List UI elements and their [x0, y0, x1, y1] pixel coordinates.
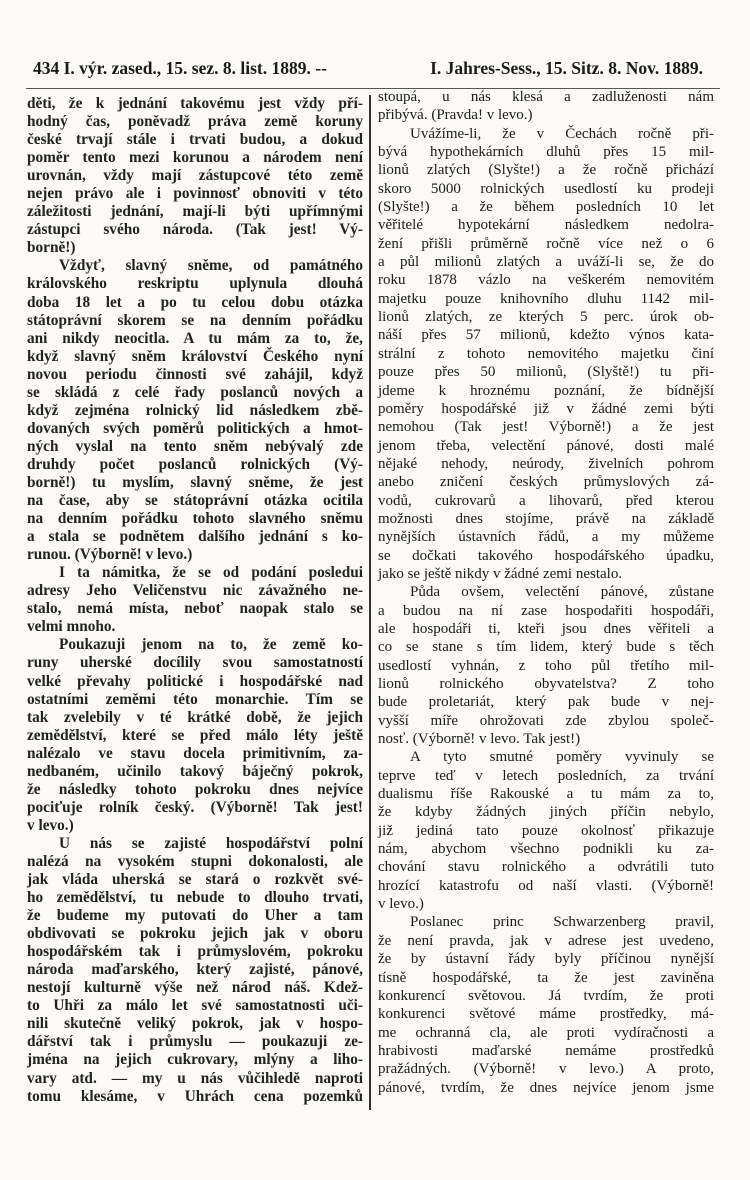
text-line — [27, 384, 363, 402]
text-line — [27, 636, 363, 654]
text-line — [378, 950, 714, 968]
text-line — [27, 528, 363, 546]
text-line-content: nějaké nehody, neúrody, živelních pohrom — [378, 455, 714, 472]
text-line-content: že kdyby žádných jiných příčin nebylo, — [378, 804, 714, 821]
text-line-content: české trvají stále i trvati budou, a dokud — [27, 131, 363, 149]
text-line — [27, 979, 363, 997]
text-line-content: doba 18 let a po tu celou dobu otázka — [27, 293, 363, 311]
text-line-content: zemědělství, které se před málo léty ještě — [27, 726, 363, 744]
text-line-content: státoprávní skorem se na denním pořádku — [27, 311, 363, 329]
text-line — [378, 547, 714, 565]
text-line-content: dovaných svých poměrů politických a hmot- — [27, 419, 363, 437]
text-line — [378, 877, 714, 895]
text-line — [378, 271, 714, 289]
text-line — [378, 400, 714, 418]
text-line — [378, 345, 714, 363]
text-line-content: nili skutečně veliký pokrok, jak v hospo- — [27, 1015, 363, 1033]
text-line — [27, 239, 363, 257]
text-line-content: majetku pouze knihovního dluhu 1142 mil- — [378, 290, 714, 307]
text-line — [27, 835, 363, 853]
text-line-content: nalézalo ve stavu docela primitivním, za- — [27, 744, 363, 762]
text-line — [27, 275, 363, 293]
text-line-content: vyšší míře ohrožovati zde zbylou společ- — [378, 712, 714, 729]
text-line-content: Vždyť, slavný sněme, od památného — [59, 257, 363, 275]
text-line-content: pánové, tvrdím, že dnes nejvíce jenom jsme — [378, 1079, 714, 1096]
text-line-content: dualismu říše Rakouské a tu mám za to, — [378, 786, 714, 803]
text-line-content: nestojí kulturně výše než národ náš. Kdež- — [27, 979, 363, 997]
text-line-content: Uvážíme-li, že v Čechách ročně při- — [410, 125, 714, 142]
text-line — [27, 474, 363, 492]
text-line-content: hrozící katastrofu od naší vlasti. (Výborně! — [378, 877, 714, 894]
text-line-content: chování stavu rolnického a odvrátili tuto — [378, 859, 714, 876]
text-line — [27, 546, 363, 564]
text-line — [378, 913, 714, 931]
text-line-content: jako se ještě nikdy v žádné zemi nestalo. — [378, 565, 623, 582]
text-line-content: děti, že k jednání takovému jest vždy pří- — [27, 95, 363, 112]
text-line — [378, 143, 714, 161]
text-line-content: pražádných. (Výborně! v levo.) A proto, — [378, 1061, 714, 1078]
text-line — [378, 822, 714, 840]
text-line — [27, 799, 363, 817]
text-line — [27, 582, 363, 600]
text-line — [378, 510, 714, 528]
text-line — [27, 203, 363, 221]
text-line — [378, 638, 714, 656]
text-line — [378, 620, 714, 638]
text-line-content: že není pravda, jak v adrese jest uvedeno, — [378, 932, 714, 949]
text-line-content: se skládá z celé řady poslanců nových a — [27, 383, 363, 401]
text-line-content: U nás se zajisté hospodářství polní — [59, 834, 363, 852]
text-line-content: druhdy počet poslanců rolnických (Vý- — [27, 455, 363, 473]
text-line-content: lionů rolnického obyvatelstva? Z toho — [378, 676, 714, 692]
text-line-content: a půl milionů zlatých a uváží-li se, že do — [378, 254, 714, 271]
text-line — [27, 348, 363, 366]
text-line-content: konkurenci světové máme prostředky, má- — [378, 1006, 714, 1023]
text-line — [378, 730, 714, 748]
text-line-content: v levo.) — [27, 816, 74, 834]
text-line-content: stalo, nemá místa, neboť naopak stalo se — [27, 600, 363, 618]
text-line — [27, 961, 363, 979]
text-line-content: I ta námitka, že se od podání posledui — [59, 564, 363, 582]
text-line-content: bude proletariát, který pak bude v nej- — [378, 694, 714, 711]
text-line-content: ani nikdy neocitla. A tu mám za to, že, — [27, 329, 363, 347]
text-line-content: na denním pořádku tohoto slavného sněmu — [27, 510, 363, 528]
text-line-content: co se stane s tím lidem, který bude s těch — [378, 639, 714, 656]
text-line-content: když slavný sněm království Českého nyní — [27, 347, 363, 365]
text-line — [378, 253, 714, 271]
text-line-content: Poukazuji jenom na to, že země ko- — [59, 636, 363, 654]
text-line — [378, 803, 714, 821]
text-line-content: nynějších ústavních řádů, a my můžeme — [378, 529, 714, 546]
text-line-content: že by ústavní řády byly příčinou nynější — [378, 951, 714, 968]
text-line-content: Půda ovšem, velectění pánové, zůstane — [410, 584, 714, 601]
text-line-content: vodů, cukrovarů a lihovarů, před kterou — [378, 492, 714, 509]
text-line — [27, 1015, 363, 1033]
text-line-content: ných vyslal na tento sněm nebývalý zde — [27, 437, 363, 455]
text-line-content: nám, abychom všechno podnikli ku za- — [378, 841, 714, 858]
text-line — [27, 185, 363, 203]
text-line — [378, 767, 714, 785]
text-line — [27, 167, 363, 185]
text-line — [378, 895, 714, 913]
text-line — [378, 326, 714, 344]
text-line — [378, 840, 714, 858]
text-line — [378, 675, 714, 693]
text-line — [27, 366, 363, 384]
text-line-content: teprve teď v letech posledních, za trvání — [378, 767, 714, 784]
text-line-content: novou periodu činnosti své zahájil, když — [27, 365, 363, 383]
text-line-content: skoro 5000 rolnických usedlostí ku prodeji — [378, 180, 714, 197]
text-line-content: pouze přes 50 milionů, (Slyště!) tu při- — [378, 364, 714, 381]
text-line-content: hospodářském tak i průmyslovém, pokroku — [27, 943, 363, 961]
text-line-content: to Uhři za málo let své samostatnosti uči- — [27, 997, 363, 1015]
text-line — [27, 402, 363, 420]
text-line-content: královského reskriptu uplynula dlouhá — [27, 275, 363, 293]
text-line-content: když zejména rolnický lid následkem zbě- — [27, 401, 363, 419]
text-line-content: a budou na ní zase hospodařiti hospodáři, — [378, 602, 714, 619]
text-line — [378, 492, 714, 510]
text-line-content: Poslanec princ Schwarzenberg pravil, — [410, 914, 714, 931]
text-line — [27, 727, 363, 745]
text-line-content: že následky tohoto pokroku dnes nejvíce — [27, 780, 363, 798]
text-line — [378, 693, 714, 711]
text-line — [378, 198, 714, 216]
text-line-content: se dočkati takového hospodářského úpadku, — [378, 547, 714, 564]
text-line-content: že budeme my putovati do Uher a tam — [27, 907, 363, 925]
text-line-content: runy uherské docílily svou samostatností — [27, 654, 363, 672]
text-line — [378, 216, 714, 234]
text-line — [378, 748, 714, 766]
text-line-content: záležitosti jednání, mají-li býti upřímnými — [27, 203, 363, 221]
text-line-content: usedlostí vyhnán, z toho půl třetího mil- — [378, 657, 714, 674]
text-line — [27, 330, 363, 348]
text-line — [378, 382, 714, 400]
text-line-content: obdivovati se pokroku jejich jak v oboru — [27, 925, 363, 943]
text-line-content: žení přišli průměrně ročně více než o 6 — [378, 235, 714, 252]
text-line — [27, 1033, 363, 1051]
text-line — [27, 456, 363, 474]
text-line — [27, 618, 363, 636]
text-line-content: jdeme k hroznému poznání, že bídnější — [378, 382, 714, 399]
text-line-content: tísně hospodářské, ta že jest zaviněna — [378, 969, 714, 986]
text-line — [378, 437, 714, 455]
text-line — [27, 691, 363, 709]
text-line-content: A tyto smutné poměry vyvinuly se — [410, 749, 714, 766]
text-line — [27, 817, 363, 835]
text-line — [378, 657, 714, 675]
text-line-content: pociťuje rolník český. (Výborně! Tak jest! — [27, 798, 363, 816]
text-line-content: stoupá, u nás klesá a zadluženosti nám — [378, 89, 714, 105]
text-line — [27, 113, 363, 131]
text-line-content: nosť. (Výborně! v levo. Tak jest!) — [378, 731, 581, 748]
text-line-content: na čase, aby se státoprávní otázka ocitila — [27, 492, 363, 510]
text-line-content: tomu klesáme, v Uhrách cena pozemků — [27, 1087, 363, 1105]
text-line-content: velmi mnoho. — [27, 618, 116, 636]
text-line — [378, 785, 714, 803]
text-line — [378, 235, 714, 253]
text-line-content: nedbaném, učinilo takový báječný pokrok, — [27, 762, 363, 780]
text-line-content: roku 1878 vázlo na veškerém nemovitém — [378, 272, 714, 289]
text-line-content: konkurencí světovou. Já tvrdím, že proti — [378, 987, 714, 1004]
text-line-content: nejen právo ale i povinnosť obnoviti v této — [27, 185, 363, 203]
text-line — [27, 709, 363, 727]
text-line-content: a stala se podnětem dalšího jednání s ko- — [27, 528, 363, 546]
text-line — [27, 853, 363, 871]
text-line — [378, 1079, 714, 1097]
text-line — [378, 1024, 714, 1042]
left-column — [27, 95, 363, 1106]
text-line — [27, 564, 363, 582]
text-line — [378, 106, 714, 124]
text-line-content: poměry hospodářské již v žádné zemi býti — [378, 400, 714, 417]
text-line-content: adresy Jeho Veličenstvu nic závažného ne- — [27, 582, 363, 600]
text-line — [378, 712, 714, 730]
text-line — [27, 907, 363, 925]
text-line-content: věřitelé hypotekární následkem nedolra- — [378, 217, 714, 234]
text-line-content: bývá hypothekárních dluhů přes 15 mil- — [378, 144, 714, 161]
text-line — [27, 510, 363, 528]
text-line — [378, 88, 714, 106]
text-line — [27, 600, 363, 618]
text-line-content: tak zvelebily v té krátké době, že jejich — [27, 708, 363, 726]
text-line — [27, 925, 363, 943]
text-line — [378, 473, 714, 491]
text-line-content: ale hospodáři ti, kteři jsou dnes věřiteli a — [378, 620, 714, 637]
right-column — [378, 88, 714, 1097]
text-line — [27, 1088, 363, 1106]
text-line — [27, 673, 363, 691]
text-line — [378, 987, 714, 1005]
text-line — [27, 654, 363, 672]
text-line — [27, 257, 363, 275]
text-line-content: lionů zlatých, ze kterých 5 perc. úrok ob- — [378, 309, 714, 326]
text-line-content: vary atd. — my u nás vůčihledě naproti — [27, 1069, 363, 1087]
text-line-content: nalézá na vysokém stupni dokonalosti, ale — [27, 852, 363, 870]
text-line — [378, 1005, 714, 1023]
text-line — [378, 125, 714, 143]
text-line-content: runou. (Výborně! v levo.) — [27, 546, 193, 564]
text-line-content: zástupci svého národa. (Tak jest! Vý- — [27, 221, 363, 239]
text-line-content: ostatními zeměmi této monarchie. Tím se — [27, 690, 363, 708]
text-line-content: přibývá. (Pravda! v levo.) — [378, 107, 533, 124]
text-line — [27, 492, 363, 510]
text-line — [378, 1060, 714, 1078]
text-line — [378, 1042, 714, 1060]
text-line — [27, 781, 363, 799]
text-line-content: ho zemědělství, tu nebude to dlouho trvati, — [27, 889, 363, 907]
text-line — [378, 161, 714, 179]
text-line-content: borně!) tu myslím, slavný sněme, že jest — [27, 473, 363, 491]
text-line-content: urovnán, vždy mají zástupcové této země — [27, 167, 363, 185]
text-line — [27, 95, 363, 113]
text-line — [27, 745, 363, 763]
text-line — [378, 583, 714, 601]
text-line-content: jména na jejich cukrovary, mlýny a liho- — [27, 1051, 363, 1069]
text-line-content: anebo zničení českých průmyslových zá- — [378, 474, 714, 491]
text-line — [378, 858, 714, 876]
text-line — [27, 943, 363, 961]
text-line-content: jak vláda uherská se stará o rozkvět své- — [27, 871, 363, 889]
text-line — [378, 602, 714, 620]
text-line-content: možnosti dnes stojíme, právě na základě — [378, 510, 714, 527]
column-divider — [369, 95, 371, 1110]
text-line-content: nemohou (Tak jest! Výborně!) a že jest — [378, 419, 714, 436]
text-line — [378, 290, 714, 308]
text-line-content: národa maďarského, který zajisté, pánové, — [27, 961, 363, 979]
text-line — [378, 308, 714, 326]
text-line-content: (Slyšte!) a že během posledních 10 let — [378, 199, 714, 216]
text-line — [27, 294, 363, 312]
text-line — [378, 565, 714, 583]
header-german: I. Jahres-Sess., 15. Sitz. 8. Nov. 1889. — [430, 58, 703, 78]
text-line-content: me ochranná cla, ale proti vydíračnosti a — [378, 1024, 714, 1041]
text-line-content: hrabivosti maďarské nemáme prostředků — [378, 1042, 714, 1059]
text-line — [27, 871, 363, 889]
text-line — [27, 420, 363, 438]
running-header — [33, 58, 703, 84]
text-line-content: lionů zlatých (Slyšte!) a že ročně přichází — [378, 162, 714, 179]
text-line — [27, 312, 363, 330]
text-line — [27, 149, 363, 167]
text-line — [378, 969, 714, 987]
text-line-content: jenom třeba, velectění pánové, dosti malé — [378, 437, 714, 454]
text-line — [378, 455, 714, 473]
text-line — [27, 1051, 363, 1069]
text-line — [378, 932, 714, 950]
text-line — [27, 889, 363, 907]
text-line — [27, 438, 363, 456]
text-line — [378, 528, 714, 546]
text-line-content: hodný čas, poněvadž práva země koruny — [27, 113, 363, 131]
text-line — [378, 180, 714, 198]
text-line — [27, 763, 363, 781]
text-line-content: v levo.) — [378, 896, 424, 913]
text-line-content: již jediná tato pouze okolnosť přikazuje — [378, 822, 714, 839]
text-line-content: velké převahy politické i hospodářské nad — [27, 672, 363, 690]
text-line — [378, 418, 714, 436]
text-line-content: borně!) — [27, 239, 76, 257]
text-line — [27, 997, 363, 1015]
text-line-content: poměr tento mezi korunou a národem není — [27, 149, 363, 167]
text-line-content: strální z tohoto nemovitého majetku činí — [378, 345, 714, 362]
text-line — [378, 363, 714, 381]
text-line — [27, 1070, 363, 1088]
text-line-content: dářství tak i průmyslu — poukazuji ze- — [27, 1033, 363, 1051]
header-czech: 434 I. výr. zased., 15. sez. 8. list. 1889. -- — [33, 58, 327, 78]
text-line — [27, 221, 363, 239]
text-line-content: náší přes 57 milionů, kdežto výnos kata- — [378, 327, 714, 344]
text-line — [27, 131, 363, 149]
